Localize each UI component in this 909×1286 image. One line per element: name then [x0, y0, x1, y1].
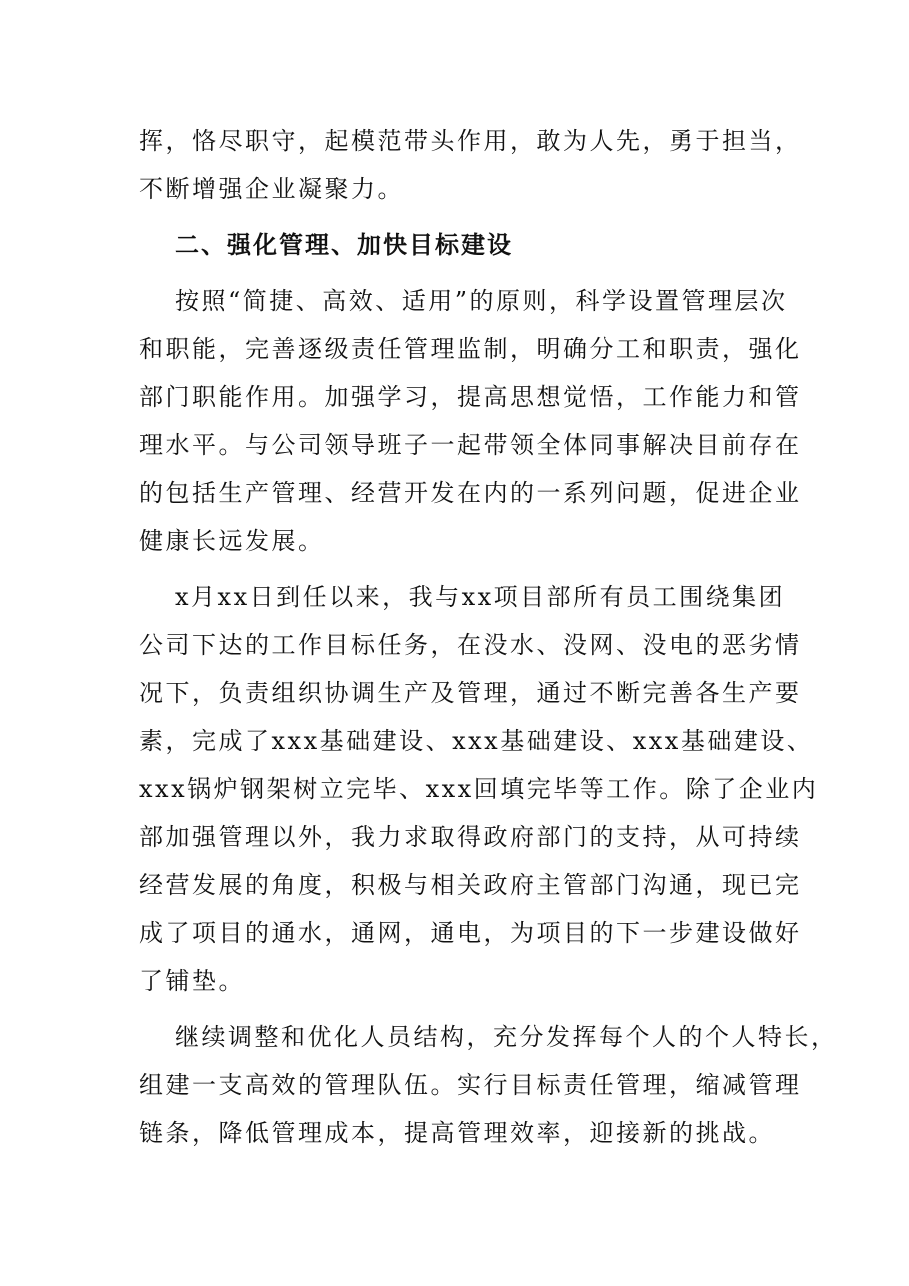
document-body: [139, 117, 838, 1157]
text-line: 不断增强企业凝聚力。: [139, 175, 404, 203]
text-line: 组建一支高效的管理队伍。实行目标责任管理，缩减管理: [139, 1071, 802, 1099]
text-line: 了铺垫。: [139, 967, 245, 995]
text-line: xxx锅炉钢架树立完毕、xxx回填完毕等工作。除了企业内: [139, 775, 819, 803]
text-line: 按照“简捷、高效、适用”的原则，科学设置管理层次: [175, 287, 788, 315]
paragraph-continuation: [139, 117, 802, 213]
paragraph-management: [139, 277, 802, 565]
text-line: 挥，恪尽职守，起模范带头作用，敢为人先，勇于担当，: [139, 127, 802, 155]
text-line: 理水平。与公司领导班子一起带领全体同事解决目前存在: [139, 431, 802, 459]
text-line: 成了项目的通水，通网，通电，为项目的下一步建设做好: [139, 919, 802, 947]
text-line: 继续调整和优化人员结构，充分发挥每个人的个人特长，: [175, 1023, 838, 1051]
text-line: 况下，负责组织协调生产及管理，通过不断完善各生产要: [139, 679, 802, 707]
text-line: 部门职能作用。加强学习，提高思想觉悟，工作能力和管: [139, 383, 802, 411]
text-line: 经营发展的角度，积极与相关政府主管部门沟通，现已完: [139, 871, 802, 899]
text-line: 链条，降低管理成本，提高管理效率，迎接新的挑战。: [139, 1119, 775, 1147]
section-heading: 二、强化管理、加快目标建设: [175, 231, 513, 259]
text-line: 的包括生产管理、经营开发在内的一系列问题，促进企业: [139, 479, 802, 507]
text-line: x月xx日到任以来，我与xx项目部所有员工围绕集团: [175, 583, 786, 611]
paragraph-staffing: [139, 1013, 838, 1157]
text-line: 公司下达的工作目标任务，在没水、没网、没电的恶劣情: [139, 631, 802, 659]
text-line: 部加强管理以外，我力求取得政府部门的支持，从可持续: [139, 823, 802, 851]
paragraph-progress: [139, 573, 819, 1005]
text-line: 和职能，完善逐级责任管理监制，明确分工和职责，强化: [139, 335, 802, 363]
text-line: 健康长远发展。: [139, 527, 325, 555]
text-line: 素，完成了xxx基础建设、xxx基础建设、xxx基础建设、: [139, 727, 814, 755]
